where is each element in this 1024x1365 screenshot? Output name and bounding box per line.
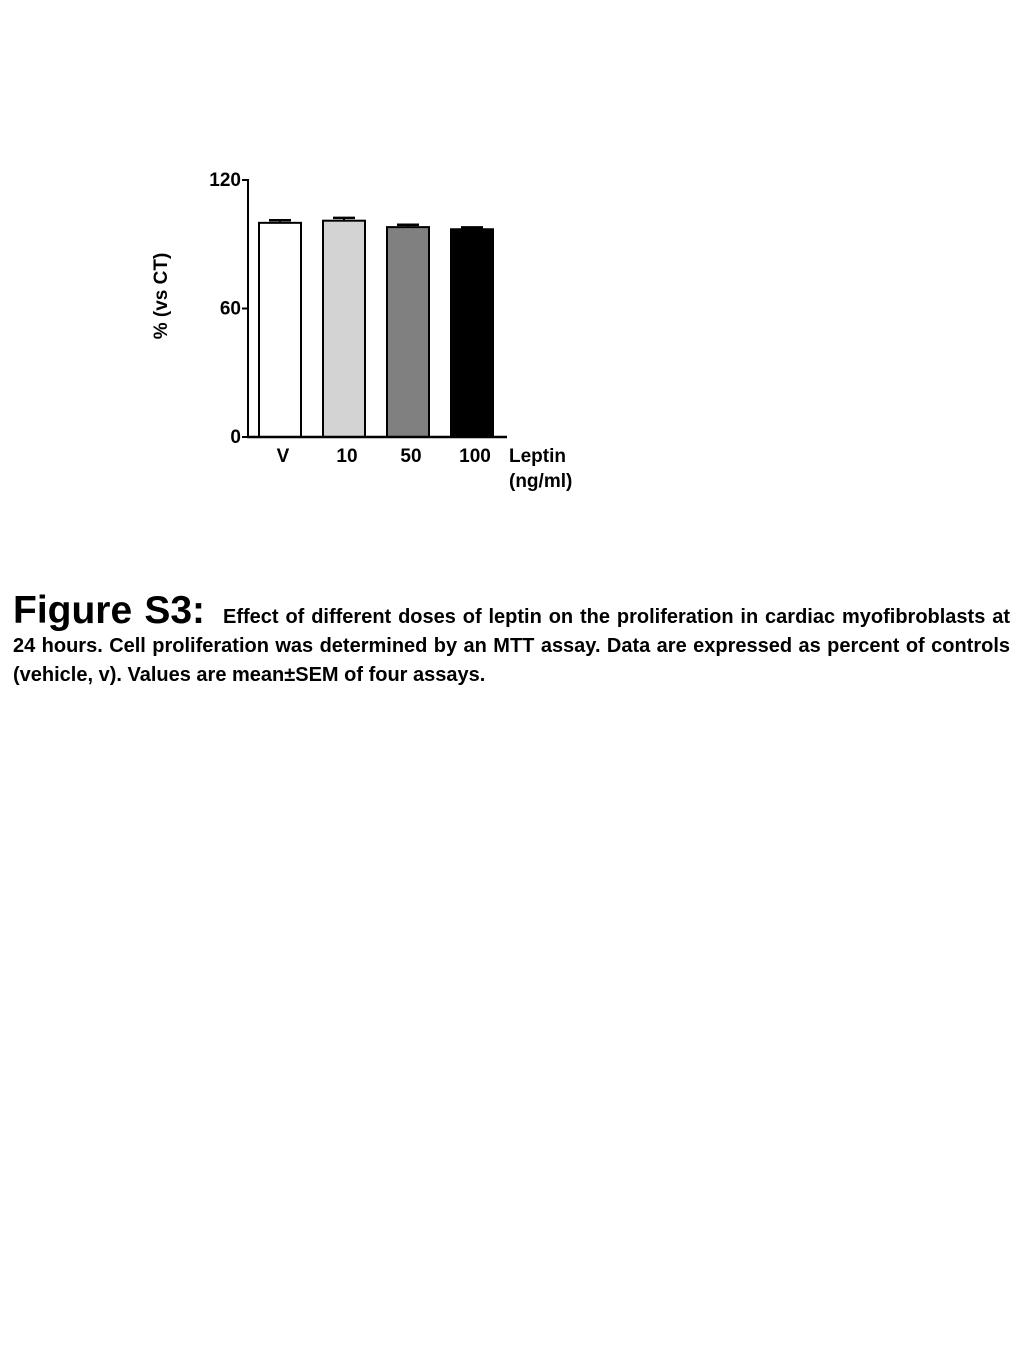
bar-chart <box>0 0 1024 560</box>
y-tick-label-0: 0 <box>230 427 241 448</box>
figure-label: Figure S3: <box>13 589 206 632</box>
y-tick-label-60: 60 <box>219 298 241 320</box>
x-tick-label-100: 100 <box>459 446 491 467</box>
x-axis-label-line2: (ng/ml) <box>509 471 573 492</box>
x-tick-label-50: 50 <box>400 446 422 467</box>
bar-50 <box>387 227 429 437</box>
bar-10 <box>323 221 365 437</box>
x-tick-label-10: 10 <box>336 446 358 467</box>
bar-V <box>259 223 301 437</box>
x-tick-label-V: V <box>276 446 290 467</box>
y-tick-label-120: 120 <box>209 170 241 191</box>
bar-100 <box>451 229 493 437</box>
y-axis-label: % (vs CT) <box>151 252 172 340</box>
figure-caption-text: Effect of different doses of leptin on the proliferation in cardiac myofibroblasts at 24 hours. Cell proliferation was determined by an MTT assay. Data are expressed as percent of controls (vehicle, v). Values are mean±SEM of four assays. <box>13 606 1010 686</box>
figure-caption <box>13 589 1010 690</box>
x-axis-label-line1: Leptin <box>509 446 566 467</box>
